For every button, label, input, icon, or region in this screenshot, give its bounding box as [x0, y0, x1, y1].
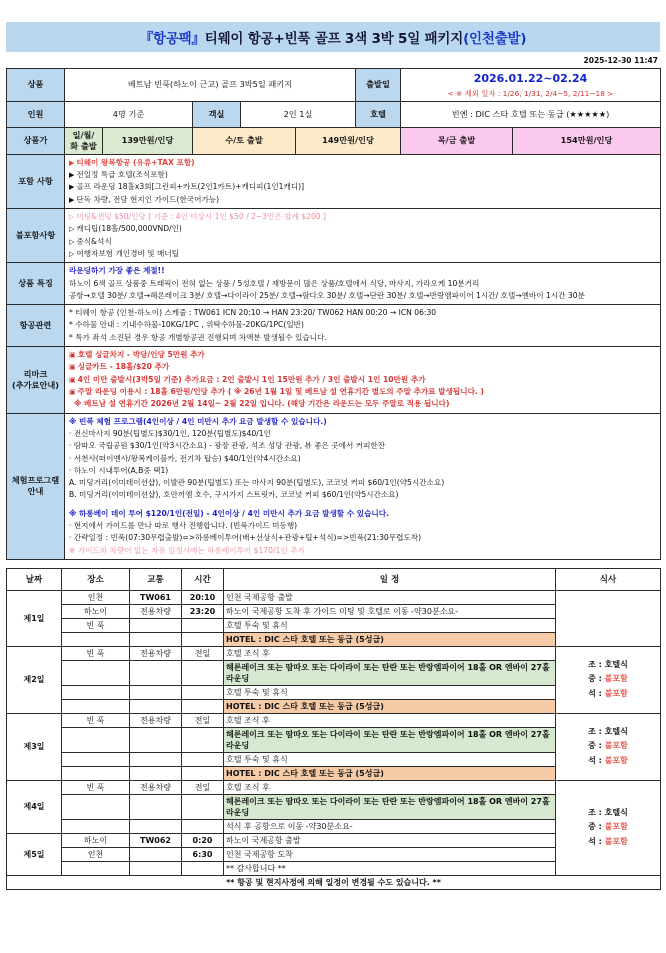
price-amount-3: 154만원/인당: [513, 127, 661, 154]
feature-item: 공항→호텔 30분/ 호텔→헤론레이크 3분/ 호텔→다이라이 25분/ 호텔→땀다오 30분/ 호텔→단란 30분/ 호텔→반랑엠파이어 1시간/ 호텔→옌바이 1시간 30분: [69, 290, 585, 300]
label-remark-line1: 리마크: [23, 368, 48, 379]
place-cell: 빈 푹: [62, 646, 130, 660]
place-cell: 빈 푹: [62, 713, 130, 727]
schedule-cell: 인천 국제공항 도착: [224, 847, 556, 861]
time-cell: [182, 618, 224, 632]
place-cell: 하노이: [62, 833, 130, 847]
schedule-cell: 하노이 국제공항 출발: [224, 833, 556, 847]
time-cell: 전일: [182, 646, 224, 660]
label-air: 항공관련: [7, 305, 65, 347]
price-days-2: 수/토 출발: [193, 127, 296, 154]
meal-breakfast: 조 : 호텔식: [588, 659, 628, 669]
table-row: [7, 780, 661, 794]
table-row: [7, 590, 661, 604]
label-program: [7, 413, 65, 559]
schedule-cell: 호텔 조식 후: [224, 713, 556, 727]
itinerary-table: [6, 568, 661, 890]
included-item: ▶ 티웨이 왕복항공 (유류+TAX 포함): [69, 157, 195, 167]
label-feature: 상품 특징: [7, 263, 65, 305]
remark-item: ▣ 주말 라운딩 이용시 : 18홀 6만원/인당 추가 ( ※ 26년 1월 1일 및 베트남 설 연휴기간 별도의 주말 추가료 발생됩니다. ): [69, 387, 484, 396]
value-product: 베트남 빈푹(하노이 근교) 골프 3박5일 패키지: [65, 69, 356, 102]
col-header-meal: 식사: [556, 568, 661, 590]
remark-item: ▣ 싱글카트 - 18홀/$20 추가: [69, 362, 170, 372]
time-cell: [182, 861, 224, 875]
transport-cell: 전용차량: [130, 780, 182, 794]
remark-item: ▣ 호텔 싱글차지 - 박당/인당 5만원 추가: [69, 350, 205, 360]
schedule-cell: 호텔 조식 후: [224, 780, 556, 794]
transport-cell: TW061: [130, 590, 182, 604]
meal-cell: [556, 590, 661, 646]
label-program-line2: 안내: [27, 486, 44, 497]
excluded-item: ▷ 중식&석식: [69, 236, 112, 246]
excluded-item: ▷ 미팅&샌딩 $50/인당 [ 기준 : 4인 이상시 1인 $50 / 2~3인은 합계 $200 ]: [69, 211, 326, 221]
time-cell: [182, 660, 224, 685]
program-item: A. 미딩거리(이미테이션샵), 이발관 90분(팁별도) 또는 마사지 90분(팁별도), 코코넛 커피 $60/1인(약5시간소요): [69, 478, 445, 488]
page-title: [6, 22, 660, 52]
time-cell: [182, 766, 224, 780]
place-cell: [62, 766, 130, 780]
meal-breakfast: 조 : 호텔식: [588, 807, 628, 817]
meal-lunch: 중 : 불포함: [588, 674, 628, 684]
transport-cell: [130, 699, 182, 713]
place-cell: 빈 푹: [62, 780, 130, 794]
schedule-cell: 호텔 투숙 및 휴식: [224, 618, 556, 632]
place-cell: [62, 660, 130, 685]
place-cell: [62, 632, 130, 646]
transport-cell: [130, 685, 182, 699]
hotel-row: HOTEL : DIC 스타 호텔 또는 동급 (5성급): [224, 632, 556, 646]
transport-cell: [130, 752, 182, 766]
info-row-remark: [7, 347, 661, 414]
info-row-program: [7, 413, 661, 559]
label-excluded: 불포함사항: [7, 208, 65, 262]
timestamp: 2025-12-30 11:47: [583, 55, 658, 65]
time-cell: [182, 632, 224, 646]
schedule-cell: 하노이 국제공항 도착 후 가이드 미팅 및 호텔로 이동 -약30분소요-: [224, 604, 556, 618]
program-item: · 땀따오 국립공원 $30/1인(약3시간소요) - 광장 관광, 석조 성당 관광, 뷰 좋은 곳에서 커피한잔: [69, 441, 386, 451]
label-price: 상품가: [7, 127, 65, 154]
day-label: 제1일: [7, 590, 62, 646]
time-cell: [182, 685, 224, 699]
departure-date: 2026.01.22~02.24: [473, 72, 588, 85]
program-item: ※ 빈푹 체험 프로그램(4인이상 / 4인 미만시 추가 요금 발생할 수 있습니다.): [69, 416, 327, 426]
place-cell: 인천: [62, 590, 130, 604]
product-info-table: [6, 68, 661, 560]
departure-exclusions: < ※ 제외 일자 : 1/26, 1/31, 2/4~5, 2/11~18 >: [447, 88, 614, 98]
transport-cell: TW062: [130, 833, 182, 847]
transport-cell: 전용차량: [130, 646, 182, 660]
meal-lunch: 중 : 불포함: [588, 822, 628, 832]
included-item: ▶ 단독 차량, 전담 현지인 가이드(한국어가능): [69, 194, 220, 204]
place-cell: [62, 699, 130, 713]
info-row-product: [7, 69, 661, 102]
footnote-row: [7, 875, 661, 889]
time-cell: 20:10: [182, 590, 224, 604]
day-label: 제3일: [7, 713, 62, 780]
meal-breakfast: 조 : 호텔식: [588, 726, 628, 736]
transport-cell: [130, 861, 182, 875]
transport-cell: 전용차량: [130, 604, 182, 618]
place-cell: 빈 푹: [62, 618, 130, 632]
value-room: 2인 1실: [241, 101, 356, 127]
transport-cell: [130, 632, 182, 646]
transport-cell: [130, 766, 182, 780]
place-cell: 하노이: [62, 604, 130, 618]
time-cell: 23:20: [182, 604, 224, 618]
info-row-price: [7, 127, 661, 154]
time-cell: [182, 819, 224, 833]
price-amount-1: 139만원/인당: [103, 127, 193, 154]
col-header-time: 시간: [182, 568, 224, 590]
excluded-item: ▷ 여행자보험 개인경비 및 매너팁: [69, 248, 179, 258]
time-cell: 전일: [182, 780, 224, 794]
time-cell: 6:30: [182, 847, 224, 861]
info-row-included: [7, 154, 661, 208]
label-hotel: 호텔: [356, 101, 401, 127]
place-cell: [62, 794, 130, 819]
place-cell: 인천: [62, 847, 130, 861]
info-row-air: [7, 305, 661, 347]
excluded-list: [65, 208, 661, 262]
schedule-cell: 인천 국제공항 출발: [224, 590, 556, 604]
footnote: ** 항공 및 현지사정에 의해 일정이 변경될 수도 있습니다. **: [7, 875, 661, 889]
meal-lunch: 중 : 불포함: [588, 741, 628, 751]
transport-cell: 전용차량: [130, 713, 182, 727]
air-item: * 수하물 안내 : 기내수하물-10KG/1PC , 위탁수하물-20KG/1PC(일반): [69, 320, 304, 330]
value-pax: 4명 기준: [65, 101, 193, 127]
label-pax: 인원: [7, 101, 65, 127]
golf-row: 헤론레이크 또는 땀따오 또는 다이라이 또는 탄란 또는 반랑엠파이어 18홀 OR 엔바이 27홀 라운딩: [224, 660, 556, 685]
col-header-schedule: 일 정: [224, 568, 556, 590]
program-item: · 서천사(떠이옌사/왕복케이블카, 전기차 탑승) $40/1인(약4시간소요): [69, 453, 301, 463]
place-cell: [62, 727, 130, 752]
time-cell: 전일: [182, 713, 224, 727]
place-cell: [62, 861, 130, 875]
schedule-cell: 호텔 투숙 및 휴식: [224, 685, 556, 699]
hotel-row: HOTEL : DIC 스타 호텔 또는 동급 (5성급): [224, 766, 556, 780]
day-label: 제5일: [7, 833, 62, 875]
page-title-accent: 『항공팩』: [139, 31, 205, 47]
program-item-2: · 간략일정 : 빈푹(07:30무렵출발)=>하롱베이투어(배+선상식+관광+팁+석식)=>빈푹(21:30무렵도착): [69, 533, 422, 543]
feature-list: [65, 263, 661, 305]
air-item: * 특가 좌석 소진된 경우 항공 개별항공권 진행되며 차액분 발생될수 있습니다.: [69, 332, 327, 342]
timestamp-row: [6, 52, 660, 68]
col-header-place: 장소: [62, 568, 130, 590]
meal-dinner: 석 : 불포함: [588, 756, 628, 766]
price-days-3: 목/금 출발: [401, 127, 513, 154]
value-departure: [401, 69, 661, 102]
transport-cell: [130, 847, 182, 861]
table-row: [7, 646, 661, 660]
label-departure: 출발일: [356, 69, 401, 102]
col-header-date: 날짜: [7, 568, 62, 590]
schedule-cell: 석식 후 공항으로 이동 -약30분소요-: [224, 819, 556, 833]
label-included: 포함 사항: [7, 154, 65, 208]
place-cell: [62, 819, 130, 833]
meal-cell: [556, 713, 661, 780]
program-list: [65, 413, 661, 559]
golf-row: 헤론레이크 또는 땀따오 또는 다이라이 또는 탄란 또는 반랑엠파이어 18홀 OR 엔바이 27홀 라운딩: [224, 794, 556, 819]
place-cell: [62, 752, 130, 766]
place-cell: [62, 685, 130, 699]
value-hotel: 빈옌 : DIC 스타 호텔 또는 동급 (★★★★★): [401, 101, 661, 127]
label-room: 객실: [193, 101, 241, 127]
remark-item: ▣ 4인 미만 출발시(3박5일 기준) 추가요금 : 2인 출발시 1인 15만원 추가 / 3인 출발시 1인 10만원 추가: [69, 374, 426, 384]
program-item: · 하노이 시내투어(A,B중 택1): [69, 465, 169, 475]
excluded-item: ▷ 캐디팁(18홀/500,000VND/인): [69, 224, 182, 234]
transport-cell: [130, 727, 182, 752]
program-item: · 전신마사지 90분(팁별도)$30/1인, 120분(팁별도)$40/1인: [69, 428, 271, 438]
included-item: ▶ 골프 라운딩 18홀x3회[그린피+카트(2인1카트)+캐디피(1인1캐디)]: [69, 182, 305, 192]
price-days-1: 일/월/화 출발: [65, 127, 103, 154]
time-cell: [182, 794, 224, 819]
program-item-2: · 현지에서 가이드를 만나 따로 행사 진행합니다. (빈푹가이드 미동행): [69, 521, 298, 530]
label-program-line1: 체험프로그램: [11, 475, 60, 486]
meal-cell: [556, 646, 661, 713]
included-item: ▶ 전일정 특급 호텔(조식포함): [69, 169, 168, 179]
transport-cell: [130, 794, 182, 819]
time-cell: [182, 699, 224, 713]
col-header-transport: 교통: [130, 568, 182, 590]
price-amount-2: 149만원/인당: [296, 127, 401, 154]
page-title-suffix: (인천출발): [463, 31, 527, 47]
time-cell: [182, 752, 224, 766]
hotel-row: HOTEL : DIC 스타 호텔 또는 동급 (5성급): [224, 699, 556, 713]
golf-row: 헤론레이크 또는 땀따오 또는 다이라이 또는 탄란 또는 반랑엠파이어 18홀 OR 엔바이 27홀 라운딩: [224, 727, 556, 752]
program-item-2: ※ 하롱베이 데이 투어 $120/1인(전일) - 4인이상 / 4인 미만시 추가 요금 발생할 수 있습니다.: [69, 508, 389, 518]
transport-cell: [130, 618, 182, 632]
transport-cell: [130, 819, 182, 833]
remark-list: [65, 347, 661, 414]
meal-cell: [556, 780, 661, 875]
label-product: 상품: [7, 69, 65, 102]
meal-dinner: 석 : 불포함: [588, 689, 628, 699]
air-list: [65, 305, 661, 347]
feature-item: 라운딩하기 가장 좋은 계절!!: [69, 266, 165, 276]
feature-item: 하노이 6색 골프 상품중 트래픽이 전혀 없는 상품 / 5성호텔 / 재방문이 많은 상품/호텔에서 식당, 마사지, 가라오케 10분거리: [69, 278, 480, 288]
transport-cell: [130, 660, 182, 685]
schedule-cell: 호텔 투숙 및 휴식: [224, 752, 556, 766]
schedule-cell: 호텔 조식 후: [224, 646, 556, 660]
program-item: B. 미딩거리(이미테이션샵), 호안끼엠 호수, 구시가지 스트릿카, 코코넛 커피 $60/1인(약5시간소요): [69, 490, 399, 500]
itinerary-header-row: [7, 568, 661, 590]
remark-item: ※ 베트남 설 연휴기간 2026년 2월 14일~ 2월 22일 입니다. (해당 기간은 라운드는 모두 주말로 적용 됩니다): [74, 399, 450, 409]
page-title-main: 티웨이 항공+빈푹 골프 3색 3박 5일 패키지: [204, 31, 464, 47]
time-cell: [182, 727, 224, 752]
day-label: 제4일: [7, 780, 62, 833]
meal-dinner: 석 : 불포함: [588, 837, 628, 847]
included-list: [65, 154, 661, 208]
info-row-pax: [7, 101, 661, 127]
program-item-2: ※ 가이드와 차량이 없는 자유 일정시에는 하롱베이투어 $170/1인 추가: [69, 545, 305, 555]
table-row: [7, 713, 661, 727]
label-remark-line2: (추가료안내): [11, 379, 60, 390]
label-remark: [7, 347, 65, 414]
info-row-feature: [7, 263, 661, 305]
schedule-cell: ** 감사합니다 **: [224, 861, 556, 875]
time-cell: 0:20: [182, 833, 224, 847]
air-item: * 티웨이 항공 (인천-하노이) 스케줄 : TW061 ICN 20:10 → HAN 23:20/ TW062 HAN 00:20 → ICN 06:30: [69, 308, 437, 318]
info-row-excluded: [7, 208, 661, 262]
day-label: 제2일: [7, 646, 62, 713]
